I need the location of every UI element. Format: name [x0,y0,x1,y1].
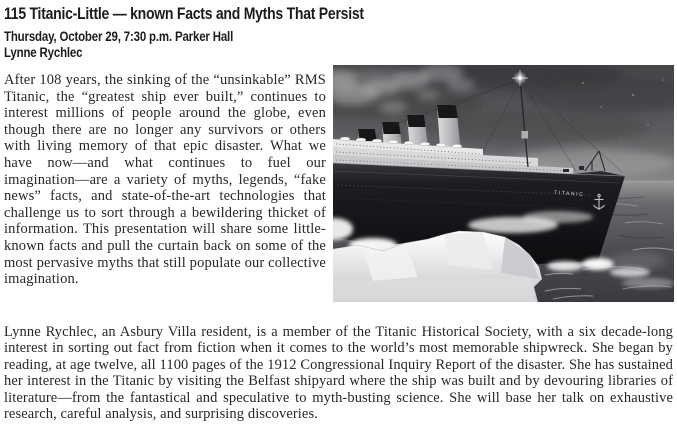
titanic-illustration [333,65,674,302]
speaker-bio [4,324,673,422]
titanic-photo [333,65,674,302]
ship-name-label: TITANIC [553,190,585,199]
content-columns [0,65,677,302]
event-schedule: Thursday, October 29, 7:30 p.m. Parker Hall [4,29,234,44]
description-paragraph: After 108 years, the sinking of the “unsinkable” RMS Titanic, the “greatest ship ever built,” continues to interest millions of people around the globe, even though there are no longer any survivors or others with living memory of that epic disaster. What we have now—and what continues to fuel our imagination—are a variety of myths, legends, “fake news” facts, and state-of-the-art technologies that challenge us to sort through a bewildering thicket of information. This presentation will share some little-known facts and pull the curtain back on some of the most pervasive myths that still populate our collective imagination. [4,72,326,288]
bio-paragraph: Lynne Rychlec, an Asbury Villa resident, is a member of the Titanic Historical Society, with a six decade-long interest in sorting out fact from fiction when it comes to the world’s most memorable shipwreck. She began by reading, at age twelve, all 1100 pages of the 1912 Congressional Inquiry Report of the disaster. She has sustained her interest in the Titanic by visiting the Belfast shipyard where the ship was built and by devouring libraries of literature—from the fantastical and speculative to myth-busting science. She will base her talk on exhaustive research, careful analysis, and surprising discoveries. [4,324,673,423]
event-speaker: Lynne Rychlec [4,45,83,60]
event-title: 115 Titanic-Little — known Facts and Myths That Persist [4,5,364,23]
event-header [0,0,677,60]
event-description [4,65,326,288]
